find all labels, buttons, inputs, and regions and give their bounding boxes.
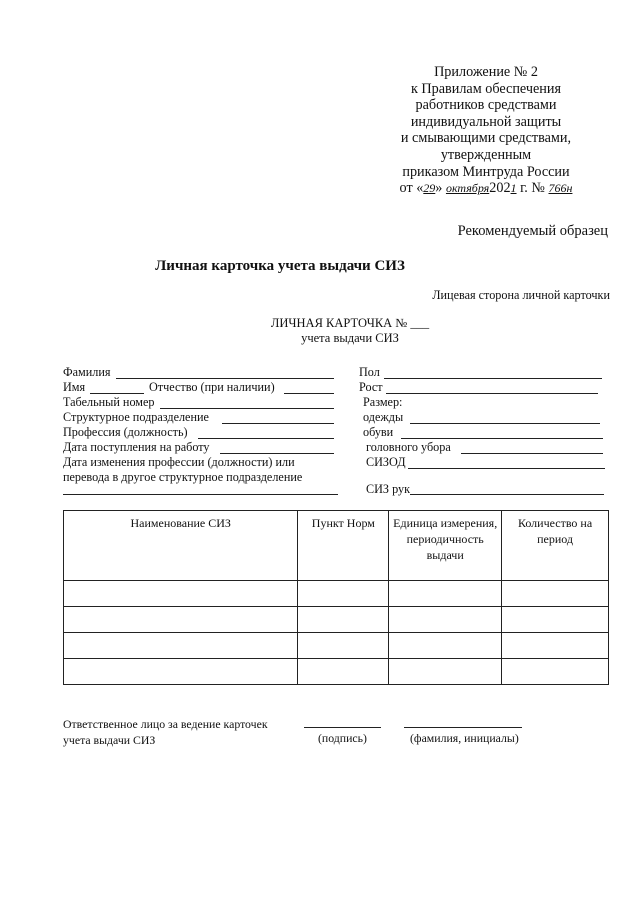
table-row	[64, 633, 609, 659]
table-cell[interactable]	[389, 607, 502, 633]
header-siz-name: Наименование СИЗ	[64, 511, 298, 581]
height-line[interactable]	[386, 393, 598, 394]
responsible-label	[63, 716, 268, 748]
number-prefix: г. №	[520, 180, 545, 197]
signature-line[interactable]	[304, 727, 381, 728]
sizod-label: СИЗОД	[366, 455, 406, 469]
appendix-date-line	[366, 180, 606, 197]
date-prefix: от «	[399, 180, 424, 197]
table-cell[interactable]	[502, 633, 609, 659]
hire-date-label: Дата поступления на работу	[63, 440, 210, 454]
shoes-label: обуви	[363, 425, 394, 439]
appendix-line-1: Приложение № 2	[434, 64, 538, 80]
tab-number-line[interactable]	[160, 408, 334, 409]
table-cell[interactable]	[64, 607, 298, 633]
table-cell[interactable]	[298, 607, 389, 633]
signature-caption: (подпись)	[318, 731, 367, 745]
appendix-block	[366, 64, 606, 197]
handwritten-month: октября	[445, 181, 490, 196]
table-row	[64, 581, 609, 607]
table-cell[interactable]	[64, 633, 298, 659]
division-label: Структурное подразделение	[63, 410, 209, 424]
profession-line[interactable]	[198, 438, 334, 439]
handwritten-year-digit: 1	[510, 181, 517, 196]
handwritten-day: 29	[423, 181, 436, 196]
gender-line[interactable]	[384, 378, 602, 379]
patronymic-label: Отчество (при наличии)	[149, 380, 275, 394]
siz-table	[63, 510, 609, 685]
table-cell[interactable]	[64, 659, 298, 685]
table-cell[interactable]	[64, 581, 298, 607]
gender-label: Пол	[359, 365, 380, 379]
appendix-line-3: работников средствами	[415, 97, 557, 114]
table-cell[interactable]	[389, 659, 502, 685]
change-date-label-2: перевода в другое структурное подразделение	[63, 470, 303, 484]
date-mid: »	[435, 180, 443, 197]
appendix-line-5: и смывающими средствами,	[400, 130, 572, 147]
table-row	[64, 659, 609, 685]
profession-label: Профессия (должность)	[63, 425, 188, 439]
table-cell[interactable]	[502, 659, 609, 685]
table-cell[interactable]	[298, 633, 389, 659]
table-cell[interactable]	[502, 581, 609, 607]
header-unit: Единица измерения, периодичность выдачи	[389, 511, 502, 581]
table-row	[64, 607, 609, 633]
handwritten-number: 766н	[548, 181, 573, 196]
recommended-sample-label: Рекомендуемый образец	[457, 223, 608, 239]
tab-number-label: Табельный номер	[63, 395, 155, 409]
patronymic-line[interactable]	[284, 393, 334, 394]
shoes-line[interactable]	[401, 438, 603, 439]
card-title: ЛИЧНАЯ КАРТОЧКА № ___	[270, 316, 430, 330]
header-quantity: Количество на период	[502, 511, 609, 581]
table-cell[interactable]	[298, 659, 389, 685]
name-initials-caption: (фамилия, инициалы)	[410, 731, 519, 745]
hands-line[interactable]	[410, 494, 604, 495]
appendix-line-7: приказом Минтруда России	[402, 163, 570, 180]
side-label: Лицевая сторона личной карточки	[432, 288, 610, 302]
card-title-block	[30, 316, 640, 346]
table-cell[interactable]	[502, 607, 609, 633]
clothes-label: одежды	[363, 410, 404, 424]
header-norm-item: Пункт Норм	[298, 511, 389, 581]
appendix-line-2: к Правилам обеспечения	[410, 80, 562, 97]
change-date-line[interactable]	[63, 494, 338, 495]
appendix-line-4: индивидуальной защиты	[410, 113, 562, 130]
clothes-line[interactable]	[410, 423, 600, 424]
height-label: Рост	[359, 380, 383, 394]
name-line[interactable]	[90, 393, 144, 394]
responsible-line-2: учета выдачи СИЗ	[63, 733, 156, 747]
name-label: Имя	[63, 380, 86, 394]
table-cell[interactable]	[389, 581, 502, 607]
size-label: Размер:	[363, 395, 403, 409]
sizod-line[interactable]	[408, 468, 605, 469]
name-initials-line[interactable]	[404, 727, 522, 728]
headwear-label: головного убора	[366, 440, 451, 454]
document-title: Личная карточка учета выдачи СИЗ	[155, 258, 405, 274]
table-cell[interactable]	[298, 581, 389, 607]
table-cell[interactable]	[389, 633, 502, 659]
division-line[interactable]	[222, 423, 334, 424]
year-prefix: 202	[489, 180, 511, 197]
card-subtitle: учета выдачи СИЗ	[301, 331, 399, 345]
hands-label: СИЗ рук	[366, 482, 411, 496]
surname-label: Фамилия	[63, 365, 111, 379]
surname-line[interactable]	[116, 378, 334, 379]
headwear-line[interactable]	[461, 453, 603, 454]
responsible-line-1: Ответственное лицо за ведение карточек	[63, 717, 268, 731]
table-header-row	[64, 511, 609, 581]
change-date-label-1: Дата изменения профессии (должности) или	[63, 455, 295, 469]
appendix-line-6: утвержденным	[440, 146, 532, 163]
hire-date-line[interactable]	[220, 453, 334, 454]
